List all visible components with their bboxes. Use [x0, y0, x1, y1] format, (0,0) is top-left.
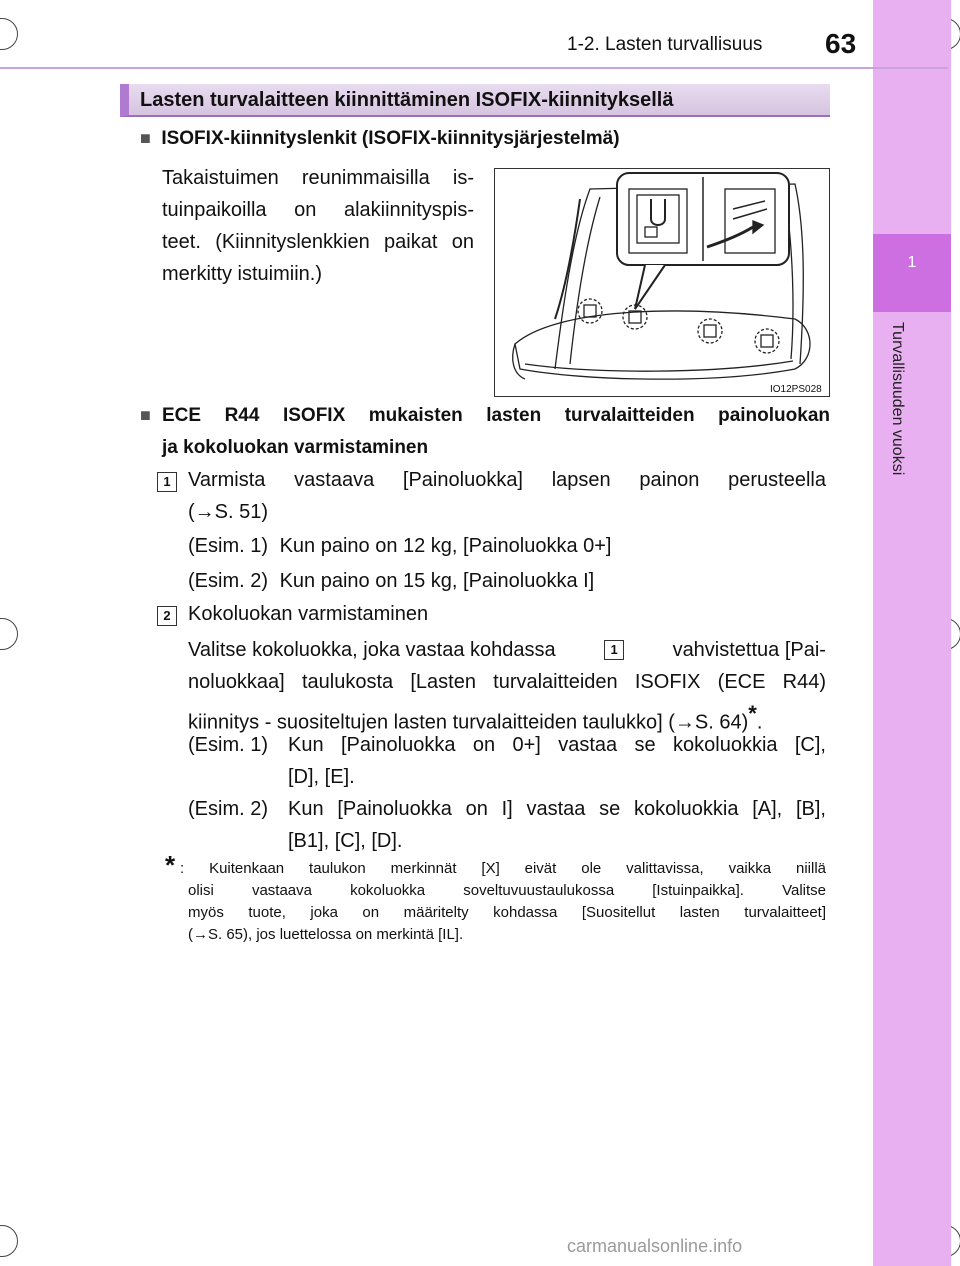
footnote-line: myös tuote, joka on määritelty kohdassa [Suositellut lasten turvalaitteet] — [188, 904, 826, 921]
block2-heading-line: ECE R44 ISOFIX mukaisten lasten turvalaitteiden painoluokan — [162, 405, 830, 426]
rear-seat-drawing — [495, 169, 829, 396]
step-2-badge — [157, 606, 177, 626]
figure-code: IO12PS028 — [770, 384, 822, 395]
chapter-number: 1 — [907, 254, 917, 271]
step-reference: 1 — [604, 640, 624, 660]
step-2-line-end: . — [756, 711, 763, 734]
chapter-tab[interactable] — [873, 234, 951, 312]
step-number: 1 — [157, 472, 177, 492]
block1-heading-row — [140, 128, 620, 150]
header-rule — [0, 67, 948, 69]
step-2-line: noluokkaa] taulukosta [Lasten turvalaitteiden ISOFIX (ECE R44) — [188, 671, 826, 693]
example-label: (Esim. 2) — [188, 570, 268, 592]
example-label: (Esim. 1) — [188, 734, 268, 756]
step-1-example-2 — [188, 565, 594, 597]
step-number: 2 — [157, 606, 177, 626]
footnote-line: (→S. 65), jos luettelossa on merkintä [IL]. — [188, 926, 464, 943]
block2-heading-line: ja kokoluokan varmistaminen — [162, 437, 429, 458]
example-text: Kun [Painoluokka on I] vastaa se kokoluokkia [A], [B], — [288, 798, 826, 820]
step-2-line: Valitse kokoluokka, joka vastaa kohdassa — [188, 639, 556, 661]
footnote-line: olisi vastaava kokoluokka soveltuvuustaulukossa [Istuinpaikka]. Valitse — [188, 882, 826, 899]
block1-text — [162, 162, 474, 290]
step-2-example-2 — [188, 793, 826, 857]
header-section-title: 1-2. Lasten turvallisuus — [567, 34, 763, 55]
bullet-square-icon: ■ — [140, 405, 151, 425]
section-title: Lasten turvalaitteen kiinnittäminen ISOFIX-kiinnityksellä — [140, 89, 674, 111]
step-1-example-1 — [188, 530, 611, 562]
bullet-square-icon: ■ — [140, 128, 151, 148]
step-2-text — [188, 634, 826, 739]
step-1-text — [188, 464, 826, 528]
footnote-line: : Kuitenkaan taulukon merkinnät [X] eivät ole valittavissa, vaikka niillä — [180, 860, 826, 877]
block1-line: tuinpaikoilla on alakiinnityspis- — [162, 199, 474, 221]
block1-line: merkitty istuimiin.) — [162, 263, 323, 285]
footnote — [180, 858, 826, 946]
example-text: Kun paino on 12 kg, [Painoluokka 0+] — [279, 535, 612, 557]
step-2-line: vahvistettua [Pai- — [672, 639, 826, 661]
example-label: (Esim. 2) — [188, 798, 268, 820]
isofix-seat-illustration — [494, 168, 830, 397]
example-text: Kun paino on 15 kg, [Painoluokka I] — [279, 570, 595, 592]
step-2-example-1 — [188, 729, 826, 793]
crop-mark — [0, 1225, 18, 1257]
step-1-line: (→S. 51) — [188, 501, 269, 523]
example-label: (Esim. 1) — [188, 535, 268, 557]
page-number: 63 — [825, 28, 857, 59]
chapter-label: Turvallisuuden vuoksi — [889, 322, 906, 476]
step-1-line: Varmista vastaava [Painoluokka] lapsen painon perusteella — [188, 469, 826, 491]
chapter-sidebar — [873, 0, 951, 1266]
block2-heading — [140, 405, 830, 459]
block1-line: teet. (Kiinnityslenkkien paikat on — [162, 231, 474, 253]
example-text: Kun [Painoluokka on 0+] vastaa se kokoluokkia [C], — [288, 734, 826, 756]
block1-line: Takaistuimen reunimmaisilla is- — [162, 167, 474, 189]
watermark: carmanualsonline.info — [567, 1236, 743, 1256]
block1-heading: ISOFIX-kiinnityslenkit (ISOFIX-kiinnitysjärjestelmä) — [161, 128, 620, 149]
crop-mark — [0, 18, 18, 50]
footnote-star: * — [165, 850, 176, 880]
crop-mark — [0, 618, 18, 650]
step-1-badge — [157, 472, 177, 492]
step-2-title: Kokoluokan varmistaminen — [188, 603, 429, 625]
step-2-line: kiinnitys - suositeltujen lasten turvalaitteiden taulukko] (→S. 64) — [188, 711, 749, 734]
example-text: [D], [E]. — [288, 766, 355, 788]
example-text: [B1], [C], [D]. — [288, 830, 403, 852]
footnote-star: * — [748, 701, 757, 726]
